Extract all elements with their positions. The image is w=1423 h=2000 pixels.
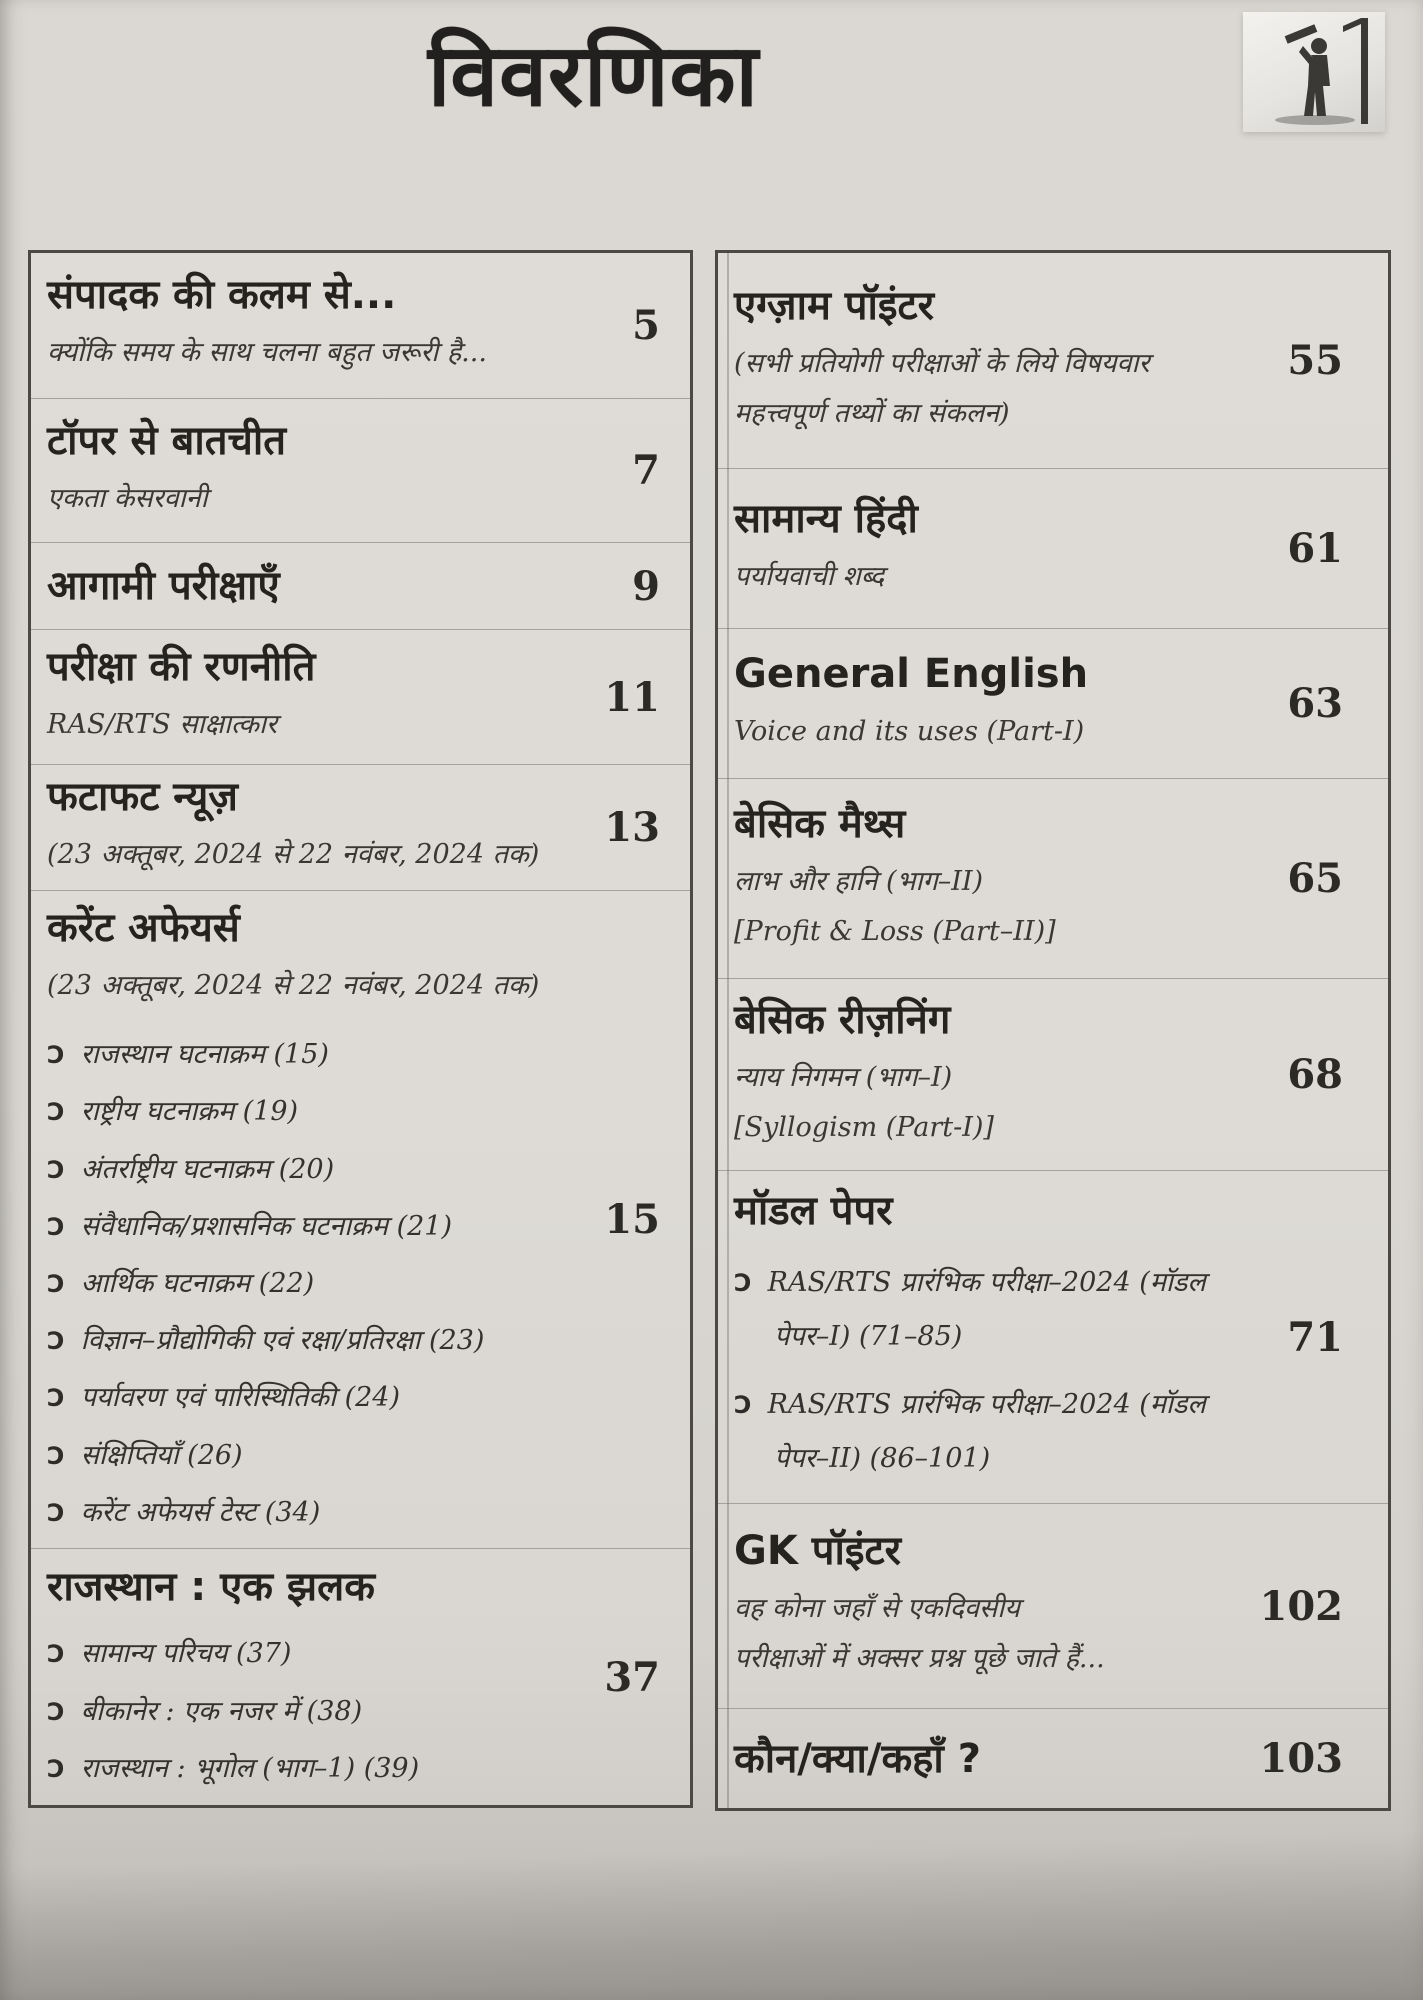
- section-item: Ɔ विज्ञान–प्रौद्योगिकी एवं रक्षा/प्रतिरक्षा (23): [47, 1319, 544, 1362]
- page-number: 9: [632, 562, 660, 610]
- section-subtitle: न्याय निगमन (भाग–I): [734, 1061, 953, 1093]
- page-number: 15: [604, 1196, 660, 1244]
- toc-section-exam-strategy: [31, 629, 690, 764]
- page-number: 102: [1259, 1582, 1343, 1630]
- toc-section-general-english: [718, 628, 1388, 778]
- section-title: कौन/क्या/कहाँ ?: [734, 1735, 981, 1782]
- section-title: एग्ज़ाम पॉइंटर: [734, 282, 935, 329]
- section-subtitle: (सभी प्रतियोगी परीक्षाओं के लिये विषयवार: [734, 347, 1150, 379]
- toc-section-gk-pointer: [718, 1503, 1388, 1708]
- section-item: Ɔ RAS/RTS प्रारंभिक परीक्षा–2024 (मॉडल पेपर–I) (71–85): [734, 1256, 1212, 1364]
- page-number: 5: [632, 301, 660, 349]
- telescope-man-icon: [1243, 12, 1385, 132]
- section-subtitle: महत्त्वपूर्ण तथ्यों का संकलन): [734, 397, 1010, 429]
- section-subtitle: Voice and its uses (Part-I): [734, 715, 1085, 747]
- toc-section-rajasthan-glimpse: [31, 1548, 690, 1805]
- toc-section-model-paper: [718, 1170, 1388, 1503]
- section-subtitle: क्योंकि समय के साथ चलना बहुत जरूरी है...: [47, 337, 487, 369]
- page-number: 61: [1287, 525, 1343, 572]
- toc-section-topper-talk: [31, 398, 690, 543]
- page-number: 68: [1287, 1051, 1343, 1098]
- section-subtitle: RAS/RTS साक्षात्कार: [47, 709, 278, 741]
- section-item: Ɔ राजस्थान घटनाक्रम (15): [47, 1033, 544, 1076]
- page-number: 37: [604, 1653, 660, 1701]
- toc-section-upcoming-exams: [31, 542, 690, 629]
- section-title: फटाफट न्यूज़: [47, 774, 238, 821]
- section-item-list: [47, 1019, 544, 1534]
- telescope-man-logo: [1243, 12, 1385, 132]
- section-item: Ɔ संक्षिप्तियाँ (26): [47, 1434, 544, 1477]
- page-number: 55: [1287, 337, 1343, 384]
- page-title: विवरणिका: [428, 26, 759, 126]
- toc-right-column: [715, 250, 1391, 1811]
- toc-section-editor: [31, 253, 690, 398]
- section-title: टॉपर से बातचीत: [47, 417, 287, 464]
- section-title: मॉडल पेपर: [734, 1188, 893, 1234]
- section-subtitle: पर्यायवाची शब्द: [734, 560, 885, 592]
- toc-section-basic-reasoning: [718, 978, 1388, 1170]
- toc-section-basic-maths: [718, 778, 1388, 978]
- section-item: Ɔ RAS/RTS प्रारंभिक परीक्षा–2024 (मॉडल पेपर–II) (86–101): [734, 1378, 1212, 1486]
- toc-section-exam-pointer: [718, 253, 1388, 468]
- section-subtitle: एकता केसरवानी: [47, 482, 208, 514]
- section-title: बेसिक मैथ्स: [734, 800, 906, 847]
- section-title: संपादक की कलम से...: [47, 272, 397, 319]
- section-subtitle: [Profit & Loss (Part–II)]: [734, 915, 1056, 947]
- section-item: Ɔ राजस्थान : भूगोल (भाग–1) (39): [47, 1747, 544, 1790]
- page-number: 63: [1287, 680, 1343, 727]
- section-item: Ɔ राष्ट्रीय घटनाक्रम (19): [47, 1090, 544, 1133]
- section-title: राजस्थान : एक झलक: [47, 1564, 375, 1611]
- section-title: सामान्य हिंदी: [734, 495, 918, 542]
- page-number: 13: [604, 803, 660, 851]
- toc-section-who-what-where: [718, 1708, 1388, 1808]
- section-title: परीक्षा की रणनीति: [47, 644, 316, 691]
- section-item: Ɔ आर्थिक घटनाक्रम (22): [47, 1262, 544, 1305]
- section-subtitle: परीक्षाओं में अक्सर प्रश्न पूछे जाते हैं...: [734, 1643, 1105, 1674]
- section-subtitle: वह कोना जहाँ से एकदिवसीय: [734, 1593, 1020, 1625]
- section-title: आगामी परीक्षाएँ: [47, 563, 280, 610]
- toc-left-column: [28, 250, 693, 1808]
- section-item: Ɔ करेंट अफेयर्स टेस्ट (34): [47, 1491, 544, 1534]
- section-item: Ɔ सामान्य परिचय (37): [47, 1632, 544, 1675]
- section-item-list: [734, 1242, 1212, 1486]
- toc-section-current-affairs: [31, 890, 690, 1549]
- section-subtitle: लाभ और हानि (भाग–II): [734, 865, 984, 897]
- section-item: Ɔ पर्यावरण एवं पारिस्थितिकी (24): [47, 1376, 544, 1419]
- section-item-list: [47, 1618, 544, 1790]
- section-title: General English: [734, 650, 1089, 697]
- page-number: 7: [632, 447, 660, 495]
- section-item: Ɔ संवैधानिक/प्रशासनिक घटनाक्रम (21): [47, 1205, 544, 1248]
- page-number: 65: [1287, 855, 1343, 902]
- section-subtitle: (23 अक्तूबर, 2024 से 22 नवंबर, 2024 तक): [47, 970, 540, 1002]
- section-title: GK पॉइंटर: [734, 1528, 901, 1575]
- toc-section-quick-news: [31, 764, 690, 890]
- section-title: करेंट अफेयर्स: [47, 905, 240, 952]
- page-number: 103: [1259, 1735, 1343, 1782]
- section-title: बेसिक रीज़निंग: [734, 996, 951, 1043]
- section-item: Ɔ बीकानेर : एक नजर में (38): [47, 1690, 544, 1733]
- toc-section-general-hindi: [718, 468, 1388, 628]
- section-subtitle: (23 अक्तूबर, 2024 से 22 नवंबर, 2024 तक): [47, 839, 540, 871]
- section-item: Ɔ अंतर्राष्ट्रीय घटनाक्रम (20): [47, 1148, 544, 1191]
- section-subtitle: [Syllogism (Part-I)]: [734, 1111, 994, 1143]
- page-number: 11: [604, 673, 660, 721]
- page-number: 71: [1287, 1313, 1343, 1361]
